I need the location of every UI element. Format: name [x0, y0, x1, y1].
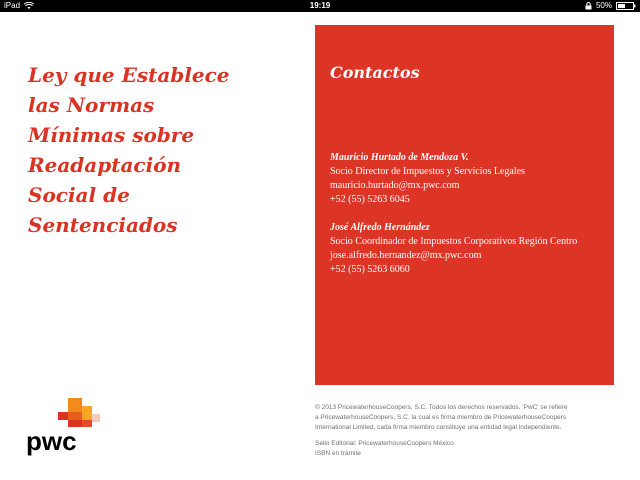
- battery-percentage: 50%: [595, 1, 612, 10]
- document-title: [28, 60, 298, 240]
- contact-phone-link[interactable]: +52 (55) 5263 6045: [330, 194, 410, 205]
- copyright-line: © 2013 PricewaterhouseCoopers, S.C. Todos los derechos reservados. 'PwC' se refiere: [315, 404, 568, 411]
- title-line: Readaptación: [28, 153, 182, 177]
- device-label: iPad: [4, 1, 21, 10]
- legal-footer: [315, 403, 615, 459]
- copyright-line: International Limited, cada firma miembro constituye una entidad legal independiente.: [315, 424, 562, 431]
- contact-name: José Alfredo Hernández: [330, 222, 430, 233]
- contact-card: [330, 151, 525, 207]
- contact-role: Socio Director de Impuestos y Servicios Legales: [330, 166, 525, 177]
- contact-email-link[interactable]: mauricio.hurtado@mx.pwc.com: [330, 180, 460, 191]
- contact-phone-link[interactable]: +52 (55) 5263 6060: [330, 264, 410, 275]
- clock: 19:19: [309, 1, 331, 10]
- contact-name: Mauricio Hurtado de Mendoza V.: [330, 152, 469, 163]
- contact-card: [330, 221, 577, 277]
- contacts-heading: Contactos: [330, 63, 420, 82]
- contact-role: Socio Coordinador de Impuestos Corporativos Región Centro: [330, 236, 578, 247]
- title-line: Ley que Establece: [28, 63, 230, 87]
- title-line: Sentenciados: [28, 213, 178, 237]
- publication-info: [315, 439, 615, 459]
- isbn-line: ISBN en trámite: [315, 450, 361, 457]
- title-line: las Normas: [28, 93, 155, 117]
- contact-email-link[interactable]: jose.alfredo.hernandez@mx.pwc.com: [330, 250, 482, 261]
- status-bar-right: [585, 0, 636, 12]
- orientation-lock-icon: [585, 2, 592, 10]
- status-bar: [0, 0, 640, 12]
- logo-text: pwc: [26, 426, 77, 456]
- contacts-panel: [315, 25, 614, 385]
- publisher-line: Sello Editorial: PricewaterhouseCoopers México: [315, 440, 454, 447]
- title-line: Social de: [28, 183, 130, 207]
- pwc-logo: [26, 398, 106, 460]
- copyright-notice: [315, 403, 615, 433]
- copyright-line: a PricewaterhouseCoopers, S.C. la cual es firma miembro de PricewaterhouseCoopers: [315, 414, 567, 421]
- battery-icon: [616, 2, 636, 10]
- title-line: Mínimas sobre: [28, 123, 195, 147]
